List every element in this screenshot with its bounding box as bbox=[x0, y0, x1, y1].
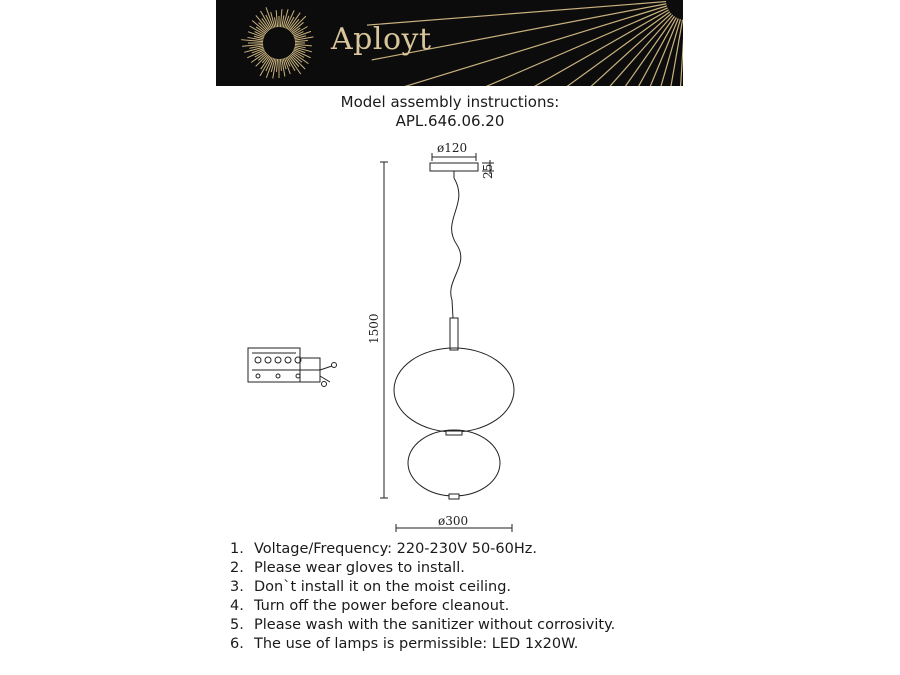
list-item bbox=[230, 635, 615, 654]
shade-diameter-label: ø300 bbox=[438, 514, 469, 528]
item-number: 3. bbox=[230, 579, 244, 595]
lower-glass-shade bbox=[408, 430, 500, 496]
list-item bbox=[230, 578, 615, 597]
list-item bbox=[230, 597, 615, 616]
item-number: 6. bbox=[230, 636, 244, 652]
lamp-stem bbox=[450, 318, 458, 350]
document-title: Model assembly instructions: bbox=[340, 93, 560, 111]
list-item bbox=[230, 559, 615, 578]
model-code: APL.646.06.20 bbox=[395, 112, 505, 130]
suspension-cable bbox=[451, 178, 461, 318]
canopy-diameter-label: ø120 bbox=[437, 141, 468, 155]
item-text: The use of lamps is permissible: LED 1x20W. bbox=[254, 636, 579, 652]
item-text: Turn off the power before cleanout. bbox=[254, 598, 510, 614]
upper-glass-shade bbox=[394, 348, 514, 432]
item-number: 2. bbox=[230, 560, 244, 576]
item-number: 5. bbox=[230, 617, 244, 633]
item-text: Don`t install it on the moist ceiling. bbox=[254, 579, 512, 595]
wiring-terminal-diagram bbox=[248, 348, 337, 387]
item-text: Voltage/Frequency: 220-230V 50-60Hz. bbox=[254, 541, 537, 557]
item-text: Please wash with the sanitizer without corrosivity. bbox=[254, 617, 616, 633]
list-item bbox=[230, 616, 615, 635]
item-number: 1. bbox=[230, 541, 244, 557]
item-number: 4. bbox=[230, 598, 244, 614]
item-text: Please wear gloves to install. bbox=[254, 560, 465, 576]
ceiling-canopy bbox=[430, 163, 478, 171]
list-item bbox=[230, 540, 615, 559]
canopy-height-label: 25 bbox=[481, 163, 495, 179]
total-height-label: 1500 bbox=[367, 313, 381, 344]
brand-logo-text: Aployt bbox=[331, 22, 432, 57]
instructions-list bbox=[230, 540, 615, 654]
